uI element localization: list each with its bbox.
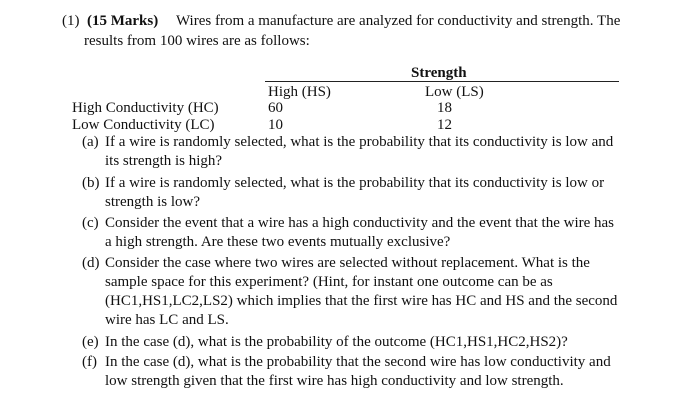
part-e-label: (e)	[82, 334, 99, 350]
part-c-line-1: Consider the event that a wire has a high conductivity and the event that the wire has	[105, 215, 615, 231]
part-a-line-2: its strength is high?	[105, 153, 223, 169]
part-b-label: (b)	[82, 175, 100, 191]
part-e-line-1: In the case (d), what is the probability of the outcome (HC1,HS1,HC2,HS2)?	[105, 334, 568, 350]
part-d-label: (d)	[82, 255, 100, 271]
col-header-high-strength: High (HS)	[268, 84, 331, 100]
part-b-line-1: If a wire is randomly selected, what is the probability that its conductivity is low or	[105, 175, 605, 191]
part-c-line-2: a high strength. Are these two events mutually exclusive?	[105, 234, 451, 250]
part-f-line-2: low strength given that the first wire has high conductivity and low strength.	[105, 373, 564, 389]
intro-line-1: Wires from a manufacture are analyzed for conductivity and strength. The	[176, 13, 621, 29]
intro-line-2: results from 100 wires are as follows:	[84, 33, 310, 49]
part-c-label: (c)	[82, 215, 99, 231]
part-d-line-4: wire has LC and LS.	[105, 312, 229, 328]
question-marks: (15 Marks)	[87, 13, 159, 29]
cell-lc-ls: 12	[437, 117, 452, 133]
part-f-label: (f)	[82, 354, 97, 370]
part-a-label: (a)	[82, 134, 99, 150]
cell-hc-hs: 60	[268, 100, 283, 116]
row-label-high-conductivity: High Conductivity (HC)	[72, 100, 219, 116]
cell-hc-ls: 18	[437, 100, 452, 116]
cell-lc-hs: 10	[268, 117, 283, 133]
row-label-low-conductivity: Low Conductivity (LC)	[72, 117, 215, 133]
table-header-rule	[265, 81, 619, 82]
col-header-low-strength: Low (LS)	[425, 84, 484, 100]
table-group-header: Strength	[411, 65, 467, 81]
part-d-line-2: sample space for this experiment? (Hint, for instant one outcome can be as	[105, 274, 553, 290]
part-d-line-3: (HC1,HS1,LC2,LS2) which implies that the first wire has HC and HS and the second	[105, 293, 618, 309]
part-b-line-2: strength is low?	[105, 194, 200, 210]
part-d-line-1: Consider the case where two wires are selected without replacement. What is the	[105, 255, 590, 271]
part-a-line-1: If a wire is randomly selected, what is the probability that its conductivity is low and	[105, 134, 614, 150]
part-f-line-1: In the case (d), what is the probability that the second wire has low conductivity and	[105, 354, 611, 370]
question-number: (1)	[62, 13, 80, 29]
